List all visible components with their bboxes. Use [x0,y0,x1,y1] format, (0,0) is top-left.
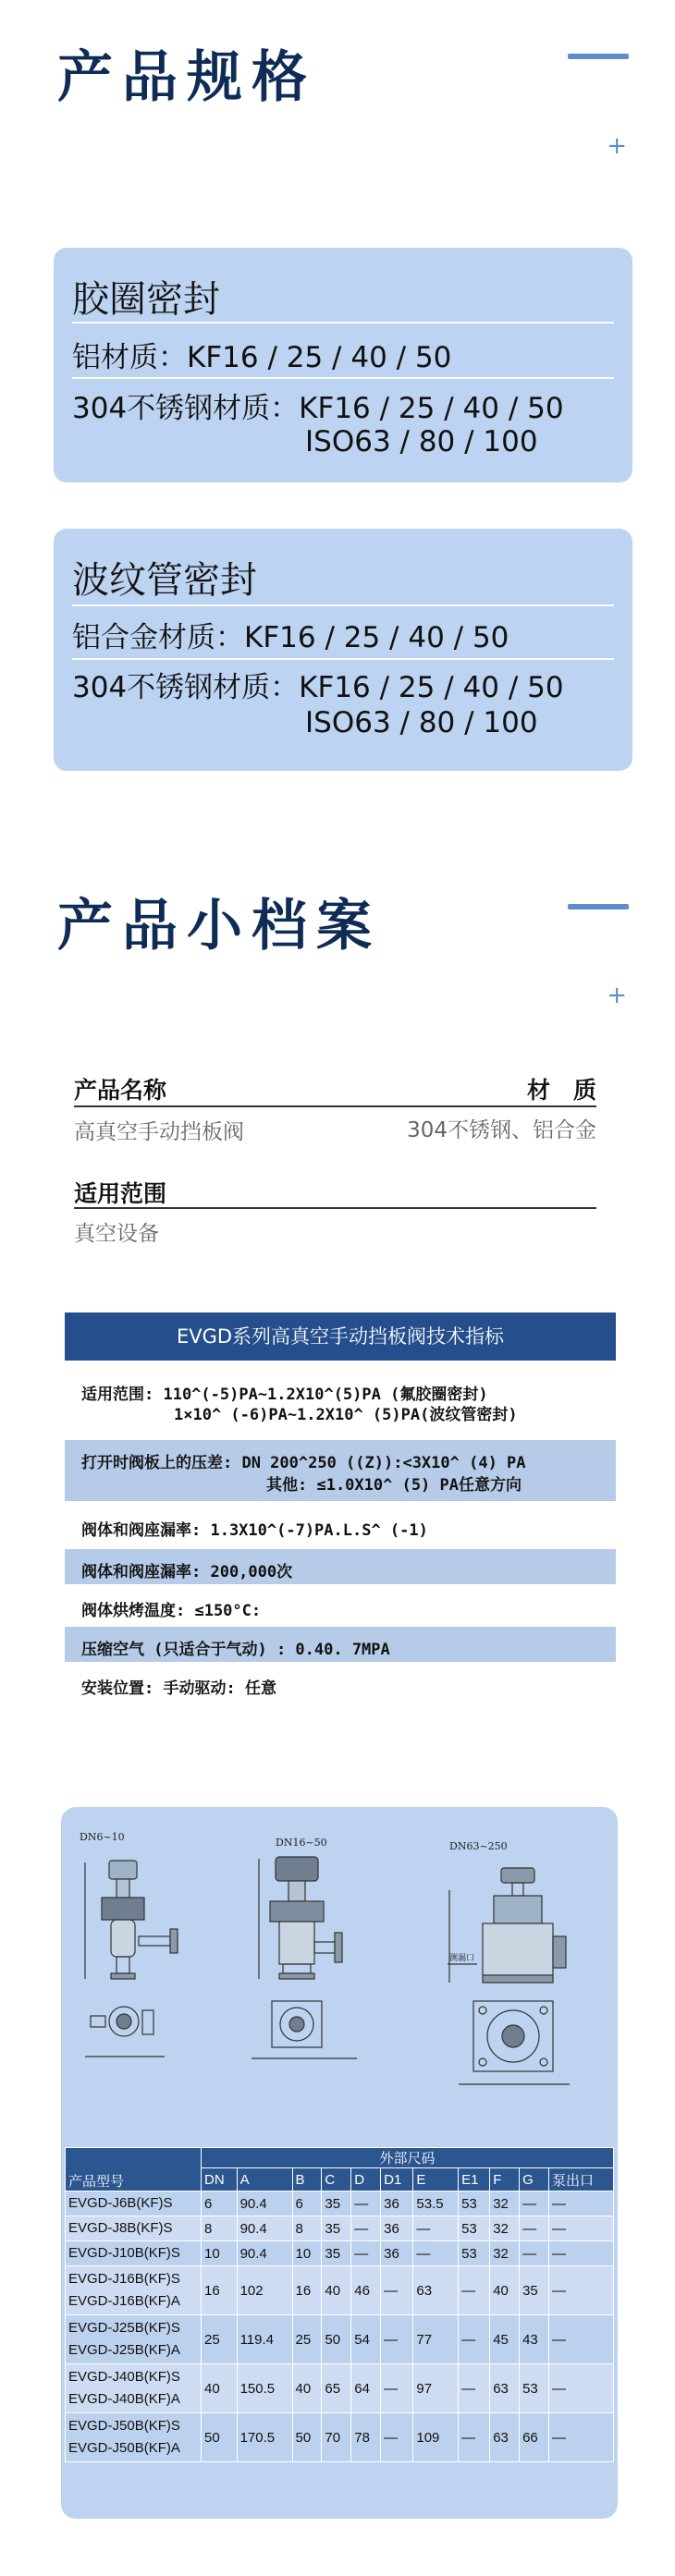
table-cell: — [548,2364,613,2413]
table-cell: 6 [292,2191,322,2216]
tech-row [65,1549,616,1584]
table-cell: 53 [520,2364,549,2413]
divider [74,1105,596,1107]
column-header: DN [202,2168,238,2191]
group-header: 外部尺码 [202,2148,614,2168]
table-row [66,2266,614,2315]
decorative-line [568,904,629,910]
card-divider [72,658,614,660]
card-line: ISO63 / 80 / 100 [305,706,538,739]
table-cell: 8 [202,2216,238,2241]
table-cell: 63 [490,2413,520,2462]
table-cell: 35 [322,2216,351,2241]
table-cell: — [381,2364,413,2413]
tech-text: 阀体和阀座漏率: 1.3X10^(-7)PA.L.S^ (-1) [81,1521,428,1540]
table-cell: 32 [490,2191,520,2216]
table-cell: 35 [322,2241,351,2266]
diagram-label: DN6~10 [80,1831,125,1843]
table-cell: 50 [322,2315,351,2364]
table-cell: 10 [292,2241,322,2266]
material-value: 304不锈钢、铝合金 [407,1118,596,1142]
table-cell: — [520,2241,549,2266]
scope-label: 适用范围 [74,1180,167,1207]
table-cell: 150.5 [237,2364,292,2413]
model-name: EVGD-J50B(KF)S [68,2418,180,2434]
table-cell: 32 [490,2241,520,2266]
model-name: EVGD-J10B(KF)S [68,2245,180,2261]
model-cell [66,2413,202,2462]
model-name: EVGD-J8B(KF)S [68,2220,173,2236]
tech-row [65,1666,616,1701]
spec-section-title: 产品规格 [57,45,316,110]
plus-icon: + [607,982,627,1009]
tech-text: 安装位置: 手动驱动: 任意 [81,1679,276,1698]
scope-value: 真空设备 [74,1222,159,1246]
table-cell: — [381,2315,413,2364]
table-cell: 10 [202,2241,238,2266]
table-cell: 170.5 [237,2413,292,2462]
table-cell: 90.4 [237,2241,292,2266]
table-cell: 53 [459,2241,490,2266]
tech-row [65,1507,616,1544]
table-cell: — [413,2216,459,2241]
decorative-line [568,54,629,59]
table-cell: — [351,2191,381,2216]
column-header: E1 [459,2168,490,2191]
table-cell: — [351,2241,381,2266]
table-row [66,2216,614,2241]
model-name: EVGD-J6B(KF)S [68,2195,173,2211]
table-cell: 90.4 [237,2191,292,2216]
column-header: D1 [381,2168,413,2191]
table-cell: 50 [292,2413,322,2462]
table-cell: 109 [413,2413,459,2462]
table-row [66,2413,614,2462]
table-row [66,2315,614,2364]
table-cell: 50 [202,2413,238,2462]
card-line: 304不锈钢材质：KF16 / 25 / 40 / 50 [72,392,564,425]
valve-drawings [61,1807,618,2140]
tech-row [65,1627,616,1662]
column-header: G [520,2168,549,2191]
column-header: C [322,2168,351,2191]
diagram-label: DN63~250 [449,1840,508,1852]
table-cell: — [351,2216,381,2241]
column-header: B [292,2168,322,2191]
tech-row [65,1588,616,1623]
table-cell: 16 [292,2266,322,2315]
tech-text: 打开时阀板上的压差: DN 200^250 ((Z)):<3X10^ (4) PA [81,1454,526,1472]
tech-text: 阀体烘烤温度: ≤150°C: [81,1602,262,1620]
table-cell: 36 [381,2191,413,2216]
card-line: 304不锈钢材质：KF16 / 25 / 40 / 50 [72,671,564,704]
model-cell [66,2266,202,2315]
column-header: 泵出口 [548,2168,613,2191]
table-cell: — [459,2413,490,2462]
product-name-label: 产品名称 [74,1077,167,1104]
table-cell: — [548,2266,613,2315]
card-title: 波纹管密封 [72,559,257,602]
table-cell: 45 [490,2315,520,2364]
table-cell: 16 [202,2266,238,2315]
table-cell: — [548,2216,613,2241]
tech-spec-title: EVGD系列高真空手动挡板阀技术指标 [65,1312,616,1361]
table-cell: 40 [322,2266,351,2315]
table-cell: — [548,2241,613,2266]
model-cell [66,2216,202,2241]
tech-text: 适用范围: 110^(-5)PA~1.2X10^(5)PA (氟胶圈密封) [81,1386,488,1404]
material-label: 材 质 [526,1077,596,1104]
card-divider [72,377,614,379]
table-cell: 53 [459,2191,490,2216]
table-cell: 25 [292,2315,322,2364]
table-row [66,2191,614,2216]
table-cell: 77 [413,2315,459,2364]
dimension-table [65,2147,614,2462]
table-cell: 63 [490,2364,520,2413]
card-line: 铝合金材质：KF16 / 25 / 40 / 50 [72,621,509,654]
card-line: 铝材质：KF16 / 25 / 40 / 50 [72,341,452,374]
product-name-value: 高真空手动挡板阀 [74,1120,244,1144]
table-cell: 35 [322,2191,351,2216]
column-header: A [237,2168,292,2191]
card-line: ISO63 / 80 / 100 [305,425,538,458]
table-cell: 64 [351,2364,381,2413]
tech-text: 阀体和阀座漏率: 200,000次 [81,1563,293,1581]
spec-card-bellows-seal [54,529,632,771]
diagram-label: DN16~50 [276,1837,327,1849]
model-name: EVGD-J50B(KF)A [68,2440,180,2456]
table-cell: 53 [459,2216,490,2241]
column-header: F [490,2168,520,2191]
model-name: EVGD-J16B(KF)A [68,2293,180,2309]
divider [74,1207,596,1209]
table-cell: — [459,2315,490,2364]
table-cell: 66 [520,2413,549,2462]
table-row [66,2364,614,2413]
table-cell: — [381,2413,413,2462]
table-cell: 63 [413,2266,459,2315]
card-divider [72,604,614,606]
table-cell: — [520,2216,549,2241]
model-name: EVGD-J16B(KF)S [68,2271,180,2287]
dimension-table-body [66,2191,614,2462]
column-header: E [413,2168,459,2191]
table-cell: 43 [520,2315,549,2364]
card-title: 胶圈密封 [72,278,220,321]
model-name: EVGD-J25B(KF)A [68,2342,180,2358]
table-cell: 8 [292,2216,322,2241]
table-cell: 119.4 [237,2315,292,2364]
table-cell: 97 [413,2364,459,2413]
tech-text: 压缩空气 (只适合于气动) : 0.40. 7MPA [81,1641,390,1659]
model-header: 产品型号 [66,2148,202,2191]
table-cell: — [548,2315,613,2364]
table-cell: 65 [322,2364,351,2413]
table-cell: — [413,2241,459,2266]
table-cell: 6 [202,2191,238,2216]
table-cell: 35 [520,2266,549,2315]
model-cell [66,2241,202,2266]
table-cell: — [459,2266,490,2315]
spec-card-rubber-seal [54,248,632,482]
table-cell: 40 [202,2364,238,2413]
table-cell: — [548,2191,613,2216]
table-cell: 102 [237,2266,292,2315]
table-cell: 90.4 [237,2216,292,2241]
tech-text: 1×10^ (-6)PA~1.2X10^ (5)PA(波纹管密封) [174,1406,518,1424]
table-cell: 78 [351,2413,381,2462]
table-cell: — [381,2266,413,2315]
table-cell: — [520,2191,549,2216]
model-cell [66,2364,202,2413]
table-row [66,2241,614,2266]
card-divider [72,322,614,324]
table-cell: 32 [490,2216,520,2241]
column-header: D [351,2168,381,2191]
archive-section-title: 产品小档案 [57,894,381,958]
table-cell: — [459,2364,490,2413]
diagram-label: 测漏口 [449,1954,475,1963]
table-cell: 40 [292,2364,322,2413]
tech-row [65,1368,616,1433]
table-cell: 36 [381,2216,413,2241]
table-cell: 40 [490,2266,520,2315]
table-cell: 53.5 [413,2191,459,2216]
table-cell: 54 [351,2315,381,2364]
model-name: EVGD-J40B(KF)A [68,2391,180,2407]
table-cell: — [548,2413,613,2462]
table-cell: 46 [351,2266,381,2315]
model-name: EVGD-J25B(KF)S [68,2320,180,2336]
table-cell: 25 [202,2315,238,2364]
tech-text: 其他: ≤1.0X10^ (5) PA任意方向 [266,1476,522,1495]
plus-icon: + [607,132,627,160]
table-cell: 70 [322,2413,351,2462]
model-cell [66,2315,202,2364]
table-cell: 36 [381,2241,413,2266]
model-name: EVGD-J40B(KF)S [68,2369,180,2385]
model-cell [66,2191,202,2216]
tech-row [65,1440,616,1501]
